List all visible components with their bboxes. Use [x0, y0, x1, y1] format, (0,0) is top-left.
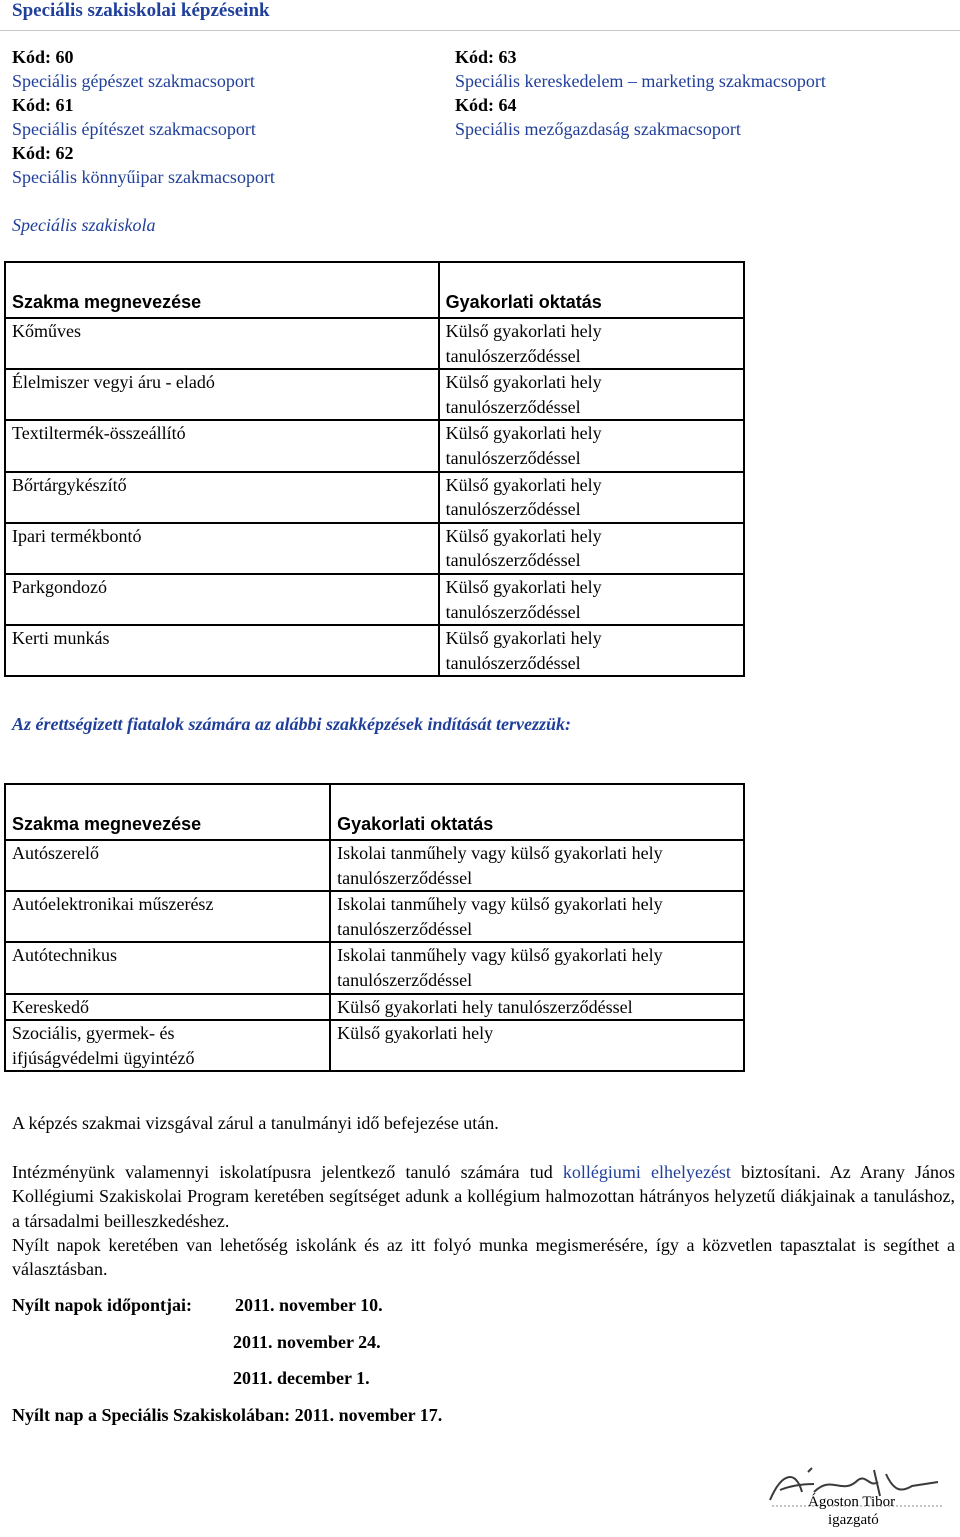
table-cell-oktatas: Külső gyakorlati hely tanulószerződéssel	[439, 523, 744, 574]
table-row	[5, 1020, 744, 1071]
table-header-oktatas: Gyakorlati oktatás	[439, 262, 744, 318]
table-row	[5, 420, 744, 471]
table-cell-szakma: Autószerelő	[5, 840, 330, 891]
code-61: Kód: 61	[12, 95, 74, 115]
table-cell-szakma: Autóelektronikai műszerész	[5, 891, 330, 942]
table-header-szakma: Szakma megnevezése	[5, 262, 439, 318]
table-header-oktatas: Gyakorlati oktatás	[330, 784, 744, 840]
table-cell-szakma: Ipari termékbontó	[5, 523, 439, 574]
table-row	[5, 472, 744, 523]
table-cell-szakma: Kerti munkás	[5, 625, 439, 676]
table-row	[5, 574, 744, 625]
section-title-graduates: Az érettségizett fiatalok számára az alábbi szakképzések indítását tervezzük:	[12, 714, 572, 734]
table-cell-oktatas: Iskolai tanműhely vagy külső gyakorlati hely tanulószerződéssel	[330, 891, 744, 942]
table-cell-oktatas: Külső gyakorlati hely tanulószerződéssel	[439, 574, 744, 625]
code-64: Kód: 64	[455, 95, 517, 115]
table-cell-oktatas: Iskolai tanműhely vagy külső gyakorlati hely tanulószerződéssel	[330, 942, 744, 993]
table-row	[5, 942, 744, 993]
table-row	[5, 891, 744, 942]
table-cell-szakma: Kereskedő	[5, 994, 330, 1021]
paragraph-open-days: Nyílt napok keretében van lehetőség iskolánk és az itt folyó munka megismerésére, így a közvetlen tapasztalat is segíthet a választásban.	[12, 1235, 955, 1280]
paragraph-dormitory: Intézményünk valamennyi iskolatípusra jelentkező tanuló számára tud kollégiumi elhelyezést biztosítani. Az Arany János Kollégiumi Szakiskolai Program keretében segítséget adunk a kollégium halmozottan hátrányos helyzetű diákjainak a tanuláshoz, a társadalmi beilleszkedéshez.	[12, 1162, 955, 1231]
open-day-special-school: Nyílt nap a Speciális Szakiskolában: 2011. november 17.	[12, 1405, 443, 1425]
table-row	[5, 625, 744, 676]
table-row	[5, 523, 744, 574]
code-62-name: Speciális könnyűipar szakmacsoport	[12, 167, 275, 187]
table-cell-oktatas: Külső gyakorlati hely tanulószerződéssel	[439, 318, 744, 369]
code-64-name: Speciális mezőgazdaság szakmacsoport	[455, 119, 741, 139]
open-day-date: 2011. november 24.	[233, 1332, 381, 1352]
code-61-name: Speciális építészet szakmacsoport	[12, 119, 256, 139]
table-cell-oktatas: Külső gyakorlati hely	[330, 1020, 744, 1071]
table-cell-szakma: Kőműves	[5, 318, 439, 369]
table-cell-oktatas: Külső gyakorlati hely tanulószerződéssel	[439, 472, 744, 523]
table-cell-szakma: Szociális, gyermek- és ifjúságvédelmi ügyintéző	[5, 1020, 330, 1071]
paragraph-exam: A képzés szakmai vizsgával zárul a tanulmányi idő befejezése után.	[12, 1113, 499, 1133]
code-60: Kód: 60	[12, 47, 74, 67]
table-row	[5, 994, 744, 1021]
code-60-name: Speciális gépészet szakmacsoport	[12, 71, 255, 91]
table-cell-szakma: Élelmiszer vegyi áru - eladó	[5, 369, 439, 420]
code-62: Kód: 62	[12, 143, 74, 163]
open-days-label: Nyílt napok időpontjai:	[12, 1295, 193, 1315]
signature-name: Ágoston Tibor	[808, 1494, 896, 1510]
signature-title: igazgató	[828, 1512, 879, 1528]
table-cell-szakma: Textiltermék-összeállító	[5, 420, 439, 471]
table-row	[5, 318, 744, 369]
table-cell-oktatas: Külső gyakorlati hely tanulószerződéssel	[330, 994, 744, 1021]
code-63-name: Speciális kereskedelem – marketing szakmacsoport	[455, 71, 826, 91]
table-cell-oktatas: Iskolai tanműhely vagy külső gyakorlati hely tanulószerződéssel	[330, 840, 744, 891]
table-cell-oktatas: Külső gyakorlati hely tanulószerződéssel	[439, 625, 744, 676]
table-cell-szakma: Autótechnikus	[5, 942, 330, 993]
table-cell-szakma: Parkgondozó	[5, 574, 439, 625]
table-row	[5, 840, 744, 891]
code-63: Kód: 63	[455, 47, 517, 67]
signature	[762, 1462, 952, 1532]
table-special-school	[4, 261, 745, 677]
table-header-szakma: Szakma megnevezése	[5, 784, 330, 840]
section-title-special-school: Speciális szakiskola	[12, 215, 156, 235]
dormitory-link[interactable]: kollégiumi elhelyezést	[562, 1162, 731, 1182]
table-cell-oktatas: Külső gyakorlati hely tanulószerződéssel	[439, 420, 744, 471]
open-day-date: 2011. november 10.	[235, 1295, 383, 1315]
table-graduates	[4, 783, 745, 1072]
table-cell-szakma: Bőrtárgykészítő	[5, 472, 439, 523]
table-cell-oktatas: Külső gyakorlati hely tanulószerződéssel	[439, 369, 744, 420]
table-row	[5, 369, 744, 420]
page-title: Speciális szakiskolai képzéseink	[12, 0, 270, 21]
open-day-date: 2011. december 1.	[233, 1368, 370, 1388]
